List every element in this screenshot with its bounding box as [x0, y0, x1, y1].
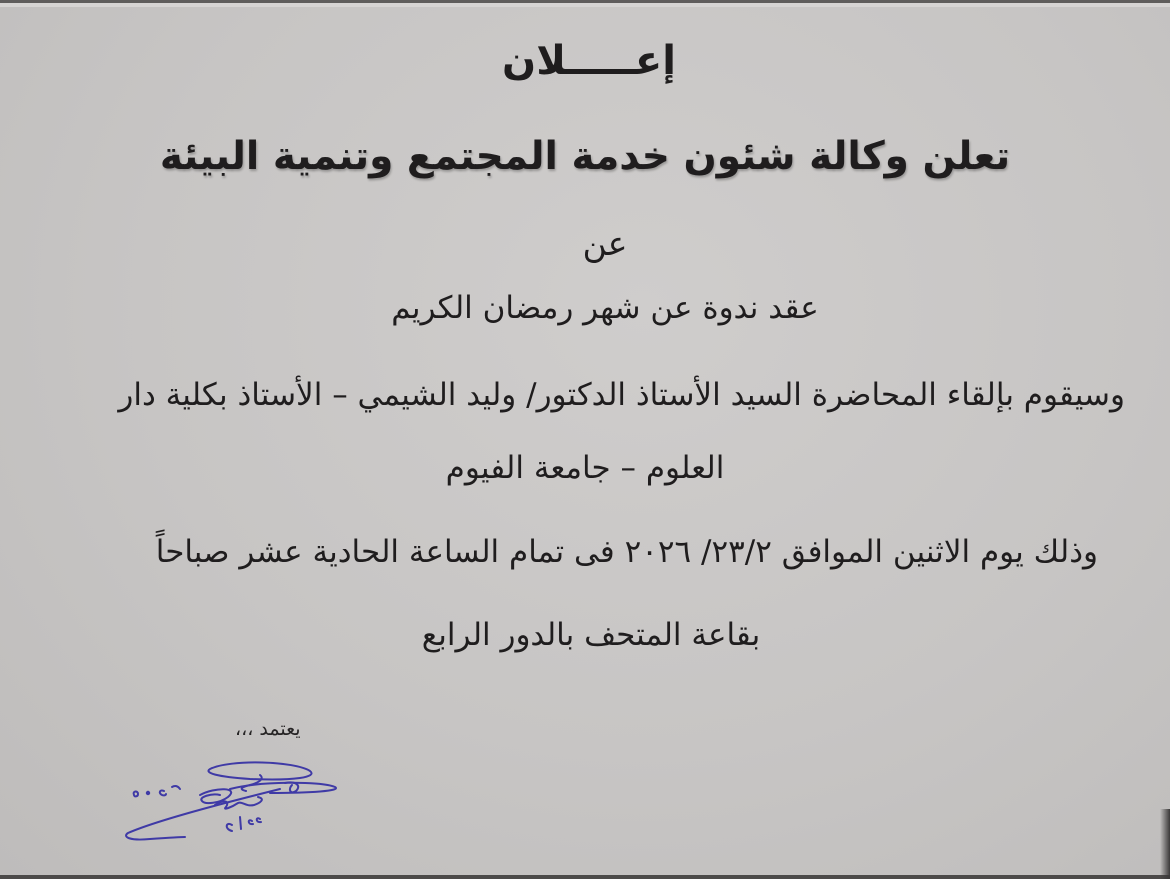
event-line: عقد ندوة عن شهر رمضان الكريم	[391, 290, 819, 326]
venue-line: بقاعة المتحف بالدور الرابع	[421, 617, 761, 653]
paper-bottom-edge	[0, 875, 1170, 879]
datetime-line: وذلك يوم الاثنين الموافق ٢٣/٢/ ٢٠٢٦ فى تمام الساعة الحادية عشر صباحاً	[155, 534, 1098, 570]
signature-icon	[120, 755, 350, 845]
paper-top-highlight	[0, 3, 1170, 7]
issuer-line: تعلن وكالة شئون خدمة المجتمع وتنمية البيئة	[159, 134, 1011, 179]
about-word: عن	[582, 224, 628, 263]
speaker-line-1: وسيقوم بإلقاء المحاضرة السيد الأستاذ الدكتور/ وليد الشيمي – الأستاذ بكلية دار	[118, 377, 1125, 413]
approval-label: يعتمد ،،،	[235, 718, 301, 740]
corner-shadow	[1160, 809, 1170, 879]
announcement-title: إعـــــلان	[502, 38, 676, 84]
speaker-line-2: العلوم – جامعة الفيوم	[445, 450, 725, 486]
